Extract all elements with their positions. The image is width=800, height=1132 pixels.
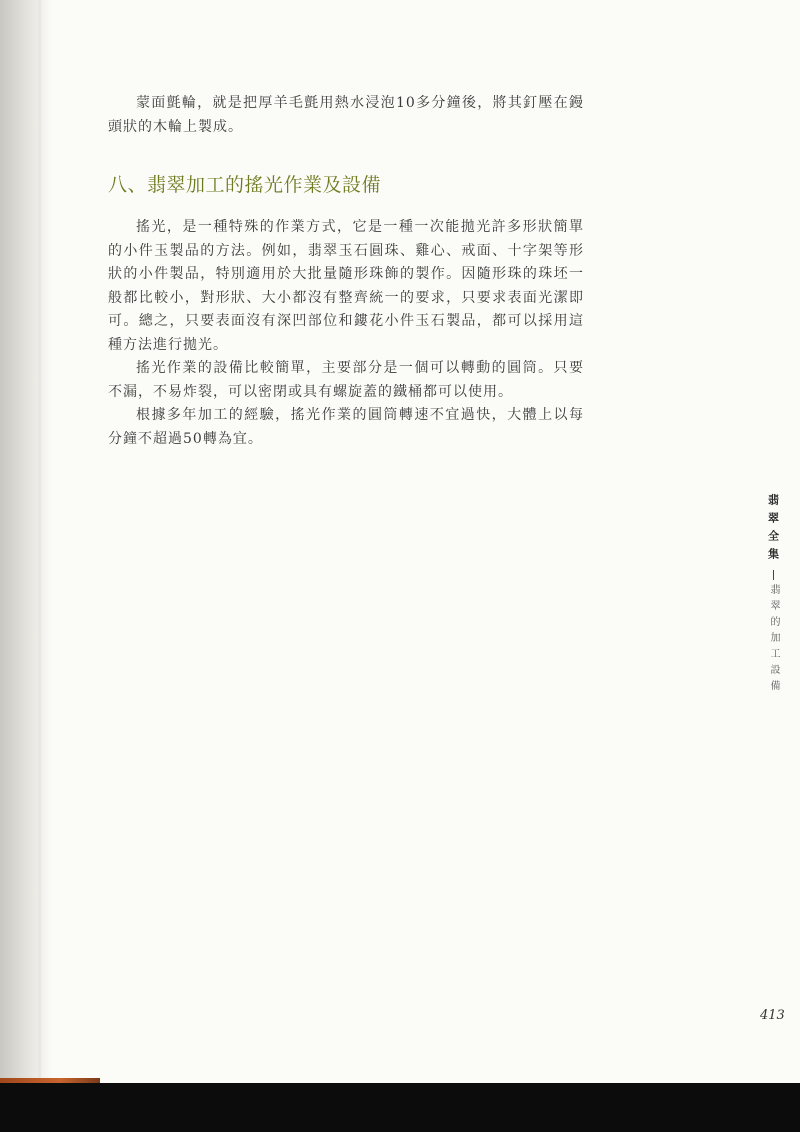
section-body xyxy=(108,216,584,451)
binding-shadow xyxy=(0,0,52,1090)
spine-edge xyxy=(38,0,41,1090)
page-number: 413 xyxy=(760,1008,785,1023)
body-paragraph-3: 根據多年加工的經驗，搖光作業的圓筒轉速不宜過快，大體上以每分鐘不超過50轉為宜。 xyxy=(108,407,584,447)
intro-paragraph: 蒙面氈輪，就是把厚羊毛氈用熱水浸泡10多分鐘後，將其釘壓在鏝頭狀的木輪上製成。 xyxy=(108,95,584,135)
side-chapter-title: 翡翠的加工設備 xyxy=(768,584,779,696)
body-paragraph-1: 搖光，是一種特殊的作業方式，它是一種一次能拋光許多形狀簡單的小件玉製品的方法。例如，翡翠玉石圓珠、雞心、戒面、十字架等形狀的小件製品，特別適用於大批量隨形珠飾的製作。因隨形珠的珠坯一般都比較小，對形狀、大小都沒有整齊統一的要求，只要求表面光潔即可。總之，只要表面沒有深凹部位和鏤花小件玉石製品，都可以採用這種方法進行拋光。 xyxy=(108,219,584,353)
side-book-title: 翡翠全集 xyxy=(766,494,780,566)
intro-paragraph-block xyxy=(108,92,584,139)
section-heading: 八、翡翠加工的搖光作業及設備 xyxy=(108,174,382,196)
side-tab-divider xyxy=(773,570,774,580)
scan-border xyxy=(0,1083,800,1132)
body-paragraph-2: 搖光作業的設備比較簡單，主要部分是一個可以轉動的圓筒。只要不漏，不易炸裂，可以密閉或具有螺旋蓋的鐵桶都可以使用。 xyxy=(108,360,584,400)
side-tab xyxy=(760,494,786,696)
